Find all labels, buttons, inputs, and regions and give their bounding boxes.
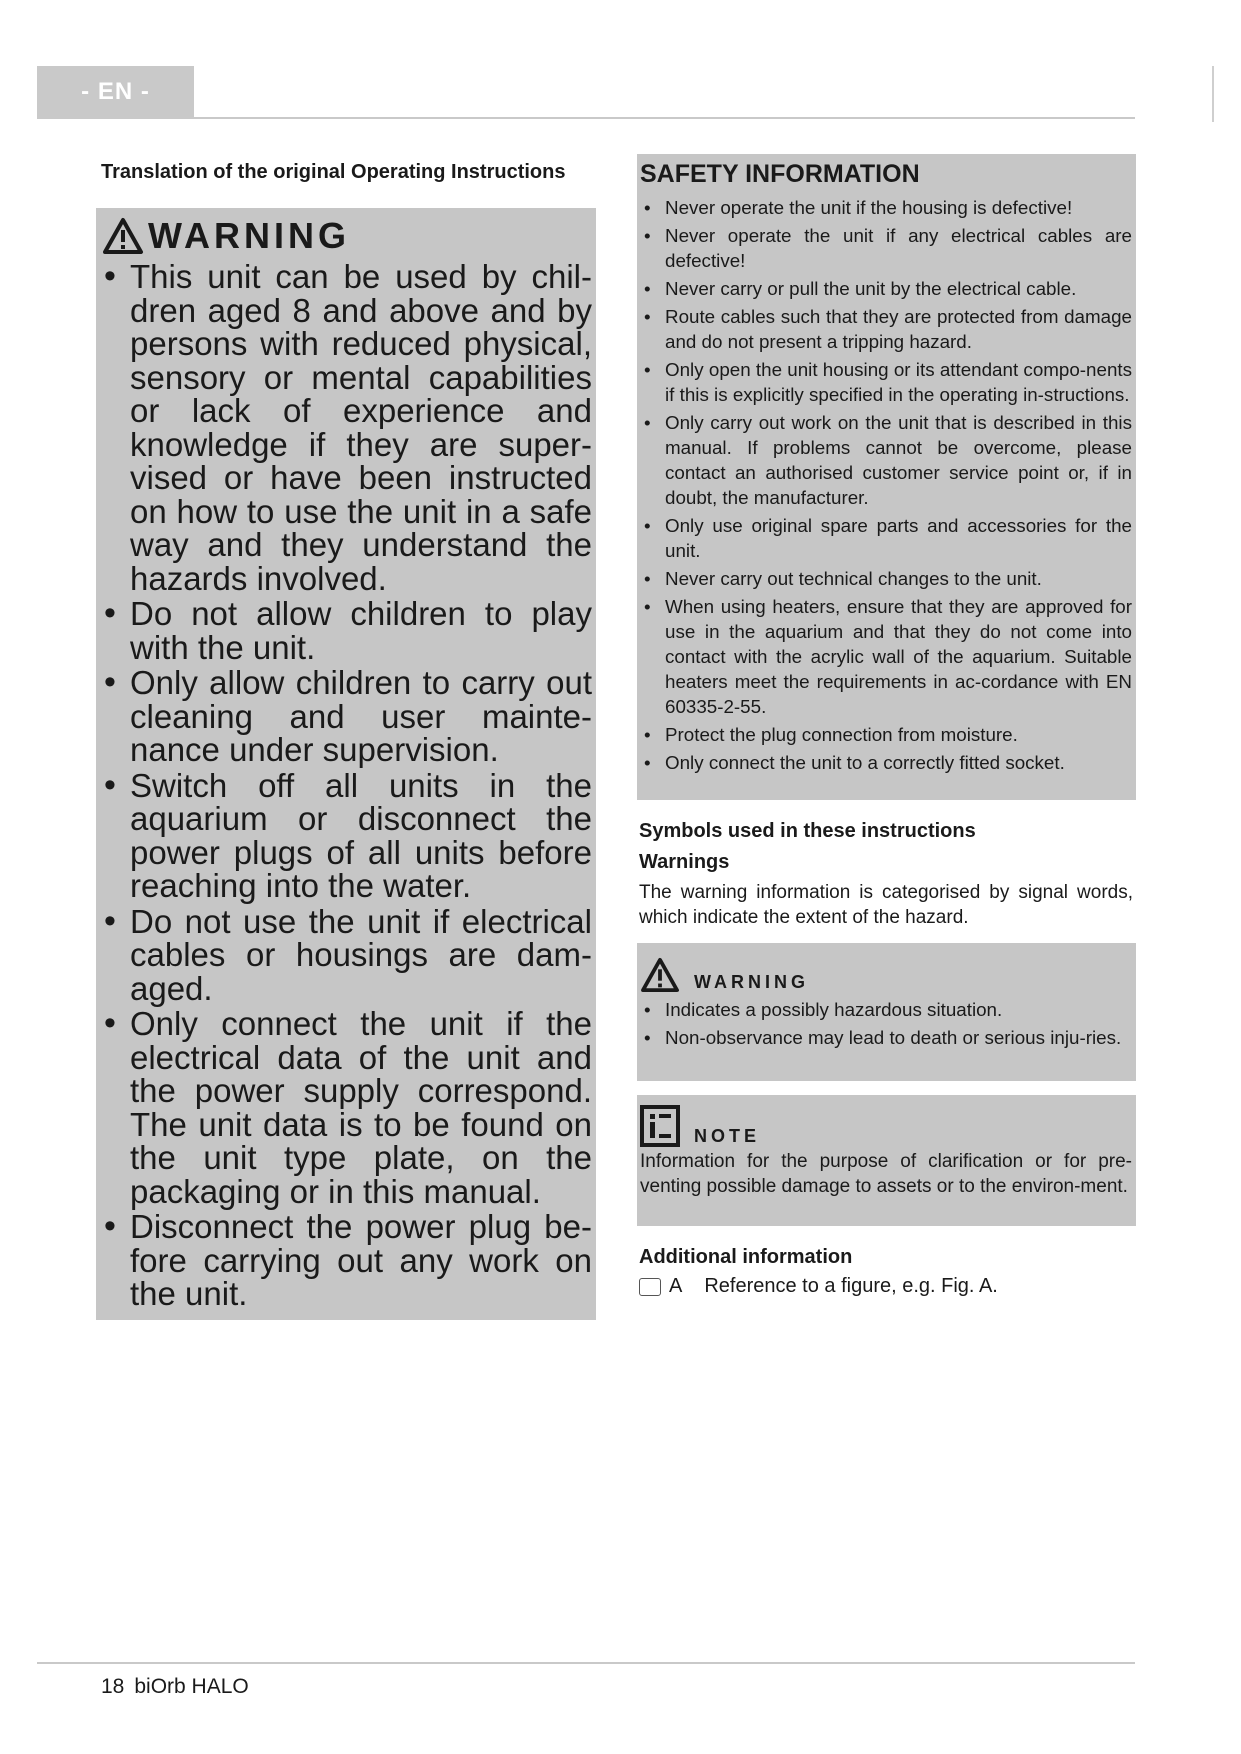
note-example-panel	[637, 1095, 1136, 1226]
list-item: • Only allow children to carry out cleaning and user mainte-nance under supervision.	[102, 666, 592, 767]
warnings-subheading: Warnings	[639, 851, 730, 873]
list-item: • Only use original spare parts and accessories for the unit.	[640, 513, 1132, 563]
note-label: NOTE	[694, 1126, 761, 1146]
list-item: • Indicates a possibly hazardous situation.	[640, 997, 1132, 1022]
language-tab[interactable]: - EN -	[37, 66, 194, 118]
footer-rule	[37, 1662, 1135, 1664]
safety-information-panel	[637, 154, 1136, 800]
warning-triangle-icon	[640, 957, 680, 993]
warning-example-heading	[640, 951, 1132, 993]
list-item: • This unit can be used by chil-dren aged 8 and above and by persons with reduced physical, sensory or mental capabilities or lack of experience and knowledge if they are super-vised or have been instructed on how to use the unit in a safe way and they understand the hazards involved.	[102, 260, 592, 595]
list-item: • Protect the plug connection from moisture.	[640, 722, 1132, 747]
page-footer	[101, 1675, 249, 1699]
list-item: • Non-observance may lead to death or serious inju-ries.	[640, 1025, 1132, 1050]
warning-triangle-icon	[102, 217, 144, 255]
warning-example-panel	[637, 943, 1136, 1081]
list-item: • Do not use the unit if electrical cables or housings are dam-aged.	[102, 905, 592, 1006]
list-item: • Only connect the unit to a correctly fitted socket.	[640, 750, 1132, 775]
list-item: • Never operate the unit if the housing is defective!	[640, 195, 1132, 220]
list-item: • Never operate the unit if any electrical cables are defective!	[640, 223, 1132, 273]
figure-letter: A	[669, 1275, 683, 1297]
list-item: • Route cables such that they are protected from damage and do not present a tripping hazard.	[640, 304, 1132, 354]
list-item: • When using heaters, ensure that they are approved for use in the aquarium and that they do not come into contact with the acrylic wall of the aquarium. Suitable heaters meet the requirements in ac-cordance with EN 60335-2-55.	[640, 594, 1132, 719]
warning-list	[102, 260, 592, 1311]
list-item: • Only connect the unit if the electrical data of the unit and the power supply correspond. The unit data is to be found on the unit type plate, on the packaging or in this manual.	[102, 1007, 592, 1208]
list-item: • Never carry out technical changes to the unit.	[640, 566, 1132, 591]
note-example-heading	[640, 1101, 1132, 1147]
warning-label: WARNING	[148, 215, 350, 256]
list-item: • Only carry out work on the unit that is described in this manual. If problems cannot be overcome, please contact an authorised customer service point or, if in doubt, the manufacturer.	[640, 410, 1132, 510]
list-item: • Disconnect the power plug be-fore carrying out any work on the unit.	[102, 1210, 592, 1311]
warning-panel	[96, 208, 596, 1320]
warnings-description: The warning information is categorised by signal words, which indicate the extent of the hazard.	[639, 882, 1133, 928]
document-title: Translation of the original Operating Instructions	[101, 161, 566, 183]
warning-example-label: WARNING	[694, 972, 809, 992]
warning-panel-heading	[102, 212, 592, 260]
list-item: • Never carry or pull the unit by the electrical cable.	[640, 276, 1132, 301]
list-item: • Only open the unit housing or its attendant compo-nents if this is explicitly specified in the operating in-structions.	[640, 357, 1132, 407]
figure-reference-line	[639, 1275, 998, 1298]
figure-box-icon	[639, 1278, 661, 1296]
page-number: 18	[101, 1675, 125, 1698]
list-item: • Switch off all units in the aquarium or disconnect the power plugs of all units before reaching into the water.	[102, 769, 592, 903]
note-text: Information for the purpose of clarification or for pre-venting possible damage to assets or to the environ-ment.	[640, 1151, 1132, 1197]
product-name: biOrb HALO	[134, 1675, 249, 1698]
figure-reference-text: Reference to a figure, e.g. Fig. A.	[704, 1275, 998, 1297]
additional-info-heading: Additional information	[639, 1246, 853, 1268]
header-rule	[37, 117, 1135, 119]
warning-example-list	[640, 997, 1132, 1050]
info-note-icon	[640, 1105, 680, 1147]
safety-list	[640, 195, 1132, 775]
list-item: • Do not allow children to play with the unit.	[102, 597, 592, 664]
symbols-heading: Symbols used in these instructions	[639, 820, 976, 842]
safety-title: SAFETY INFORMATION	[640, 160, 920, 188]
edge-marker	[1212, 66, 1214, 122]
